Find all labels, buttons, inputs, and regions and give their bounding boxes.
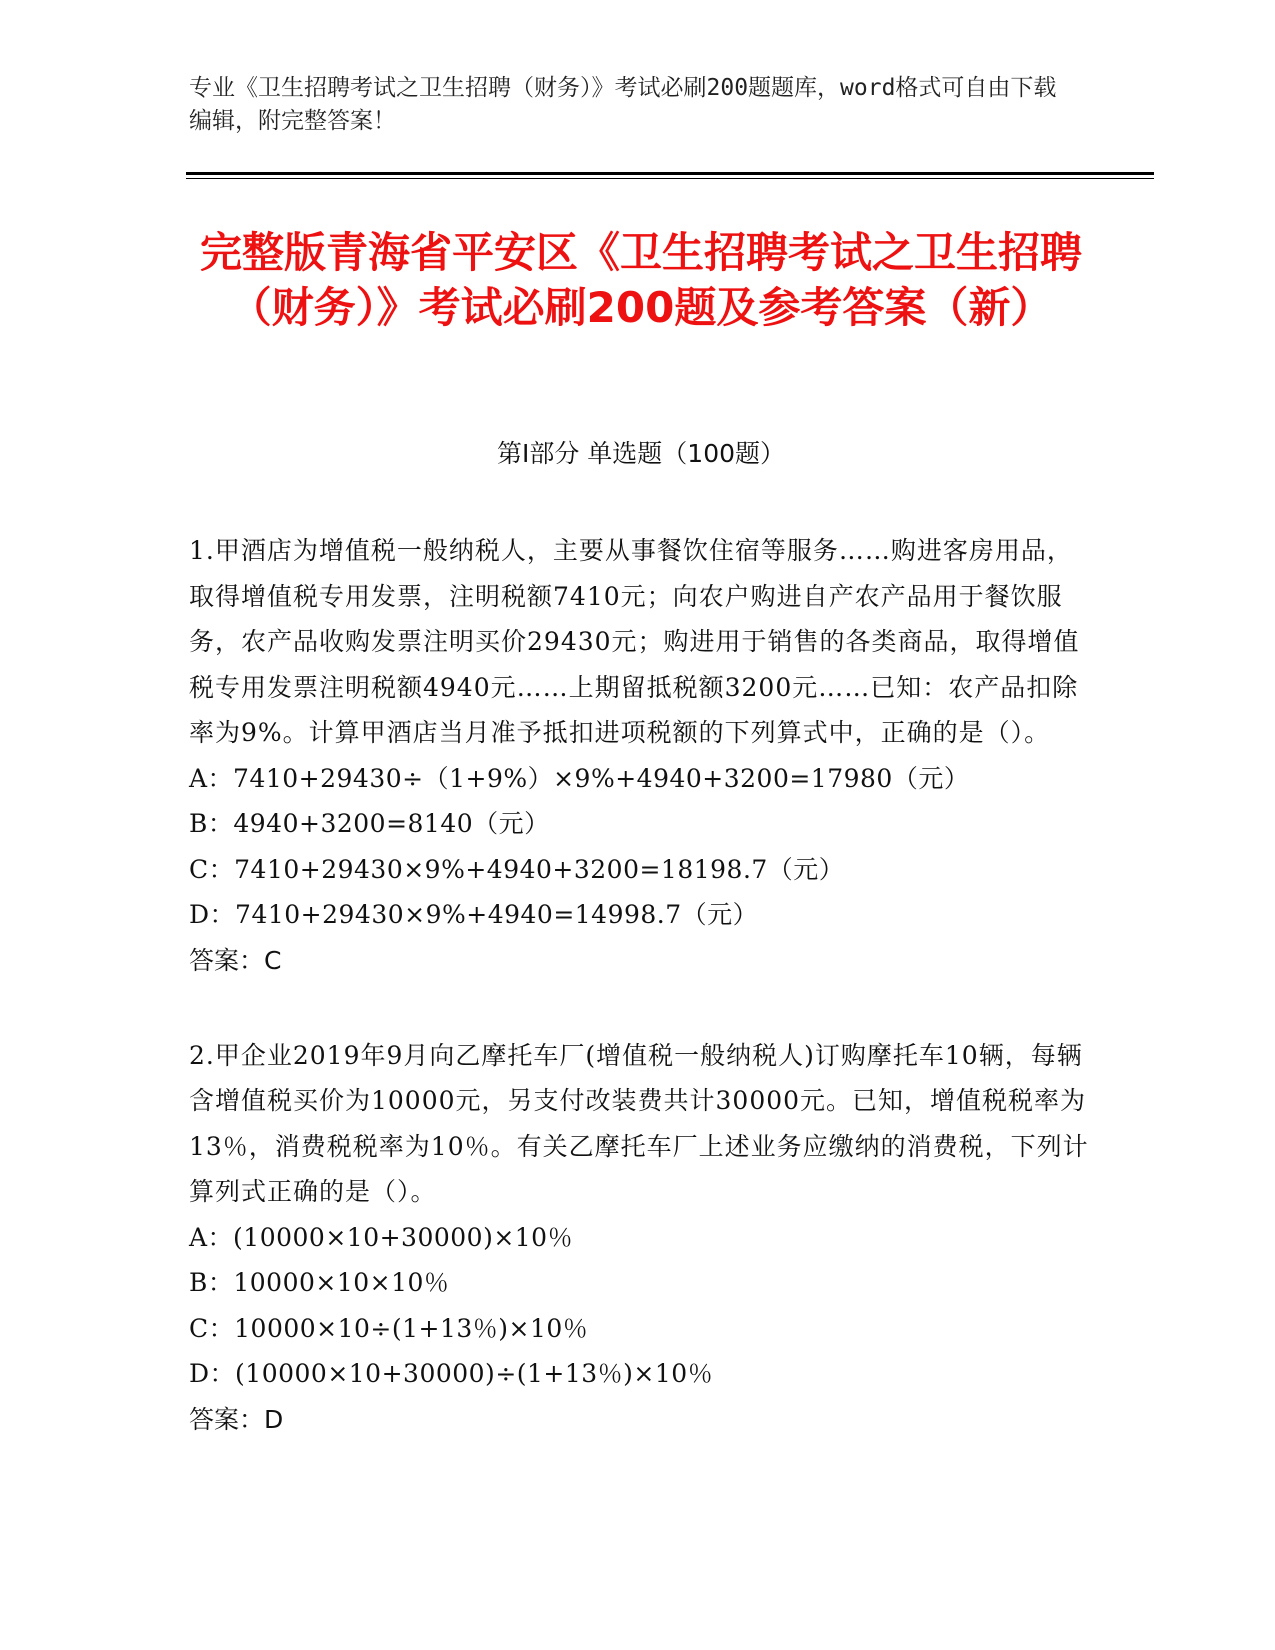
option-d: D：7410+29430×9%+4940=14998.7（元） xyxy=(189,900,759,929)
question-stem: 2.甲企业2019年9月向乙摩托车厂(增值税一般纳税人)订购摩托车10辆，每辆含增值税买价为10000元，另支付改装费共计30000元。已知，增值税税率为13％，消费税税率为10％。有关乙摩托车厂上述业务应缴纳的消费税，下列计算列式正确的是（）。 xyxy=(189,1040,1089,1206)
header-note: 专业《卫生招聘考试之卫生招聘（财务）》考试必刷200题题库，word格式可自由下载编辑，附完整答案！ xyxy=(189,75,1057,134)
answer-line: 答案：D xyxy=(189,1404,284,1434)
option-b: B：10000×10×10％ xyxy=(189,1268,450,1297)
question-2 xyxy=(189,1033,1089,1443)
option-c: C：10000×10÷(1+13％)×10％ xyxy=(189,1313,589,1343)
question-stem: 1.甲酒店为增值税一般纳税人，主要从事餐饮住宿等服务……购进客房用品，取得增值税专用发票，注明税额7410元；向农户购进自产农产品用于餐饮服务，农产品收购发票注明买价29430元；购进用于销售的各类商品，取得增值税专用发票注明税额4940元……上期留抵税额3200元……已知：农产品扣除率为9%。计算甲酒店当月准予抵扣进项税额的下列算式中，正确的是（）。 xyxy=(189,536,1080,747)
header-rule-thin xyxy=(186,178,1154,179)
option-b: B：4940+3200=8140（元） xyxy=(189,809,550,838)
section-title: 第Ⅰ部分 单选题（100题） xyxy=(496,439,786,468)
option-c: C：7410+29430×9%+4940+3200=18198.7（元） xyxy=(189,854,845,884)
option-a: A：7410+29430÷（1+9%）×9%+4940+3200=17980（元） xyxy=(189,763,970,793)
option-d: D：(10000×10+30000)÷(1+13％)×10％ xyxy=(189,1359,714,1388)
document-title: 完整版青海省平安区《卫生招聘考试之卫生招聘（财务）》考试必刷200题及参考答案（新） xyxy=(199,228,1082,332)
question-1 xyxy=(189,528,1089,984)
option-a: A：(10000×10+30000)×10％ xyxy=(189,1222,574,1252)
question-list xyxy=(189,528,1089,1443)
answer-line: 答案：C xyxy=(189,945,282,975)
header-rule-thick xyxy=(186,172,1154,175)
